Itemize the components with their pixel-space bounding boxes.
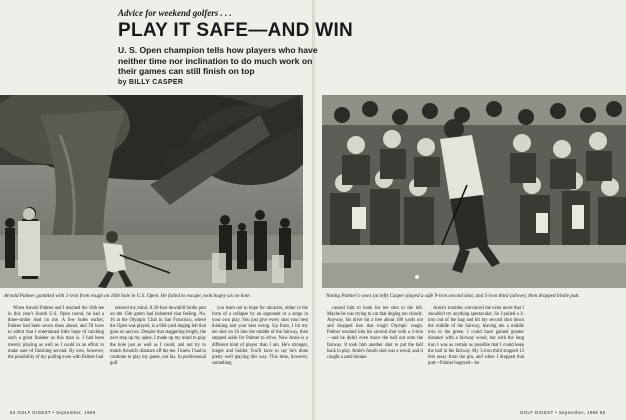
photo-casper-swing-image bbox=[322, 95, 626, 288]
folio-right: GOLF DIGEST • September, 1966 65 bbox=[520, 410, 606, 415]
article-byline: by BILLY CASPER bbox=[118, 78, 184, 86]
article-kicker: Advice for weekend golfers . . . bbox=[118, 8, 232, 18]
photo-palmer-rough bbox=[0, 95, 303, 288]
article-column-6 bbox=[528, 306, 624, 308]
article-headline: PLAY IT SAFE—AND WIN bbox=[118, 20, 354, 41]
photo-casper-swing bbox=[322, 95, 626, 288]
column-1-text: When Arnold Palmer and I reached the 16th tee in this year's fourth U.S. Open round, he had a three-stroke lead on me. A few holes earlier, Palmer had been seven shots ahead, and I'll have to admit that I entertained little hope of catching such a great finisher as this man is. I had been merely playing as well as I could in an effort to make sure of finishing second. By now, however, the possibility of my pulling even with Palmer had bbox=[8, 306, 104, 360]
column-2-text: entered my mind. A 20-foot downhill birdie putt on the 15th green had bolstered that feeling. No. 16 at the Olympic Club in San Francisco, where the Open was played, is a 604-yard dogleg left that goes on and on. Despite that staggering length, the next step up my spine, I made up my mind to play the hole just as well as I could, and not try to match Arnold's distance off the tee. I knew I had to continue to play my game, not his. In professional golf bbox=[110, 306, 206, 366]
column-5-text: Arnie's troubles convinced me even more that I shouldn't try anything spectacular. So I pulled a 3-iron out of the bag and hit my second shot down the middle of the fairway, leaving me a middle iron to the green. I could have gained greater distance with a fairway wood, but with the long iron I was as certain as possible that I could keep the ball in the fairway. My 5-iron third stopped 13 feet away from the pin, and when I dropped that putt—Palmer bogeyed—he bbox=[428, 306, 524, 366]
article-column-1 bbox=[8, 306, 104, 363]
article-column-5 bbox=[428, 306, 524, 369]
article-deck: U. S. Open champion tells how players who have neither time nor inclination to do much work on their games can still finish on top bbox=[118, 45, 318, 77]
caption-right-photo: Noting Palmer's woes (at left) Casper played a safe 9-iron second shot, and 5-iron third (above), then dropped birdie putt. bbox=[326, 293, 580, 299]
photo-palmer-rough-image bbox=[0, 95, 303, 288]
caption-left-photo: Arnold Palmer gambled with 1-iron from rough on 16th hole in U.S. Open. He failed to escape, took bogey six on hole. bbox=[4, 293, 251, 299]
article-header bbox=[118, 8, 354, 86]
article-column-3 bbox=[212, 306, 308, 369]
folio-left: 64 GOLF DIGEST • September, 1966 bbox=[10, 410, 96, 415]
article-column-2 bbox=[110, 306, 206, 369]
column-4-text: caused him to hook his tee shot to the left. Maybe he was trying to cut that dogleg too closely. Anyway, his drive hit a tree about 180 yards out and dropped into that tough Olympic rough. Palmer reached into his second shot with a 3-iron—and he didn't even move the ball out onto the fairway. It took him another shot to put the ball back in play. Arnie's fourth shot was a wood, and it caught a sand bunker. bbox=[327, 306, 423, 360]
column-3-text: you learn not to hope for miracles, either in the form of a collapse by an opponent or a surge in your own play. You just give every shot your best thinking and your best swing. Up front, I hit my tee shot on 16 into the middle of the fairway, then stepped aside for Palmer to drive. Now Arnie is a different kind of player than I am. He's stronger, longer and bolder. You'll have to say he's done pretty well playing this way. This time, however, something bbox=[212, 306, 308, 366]
article-column-4 bbox=[327, 306, 423, 363]
